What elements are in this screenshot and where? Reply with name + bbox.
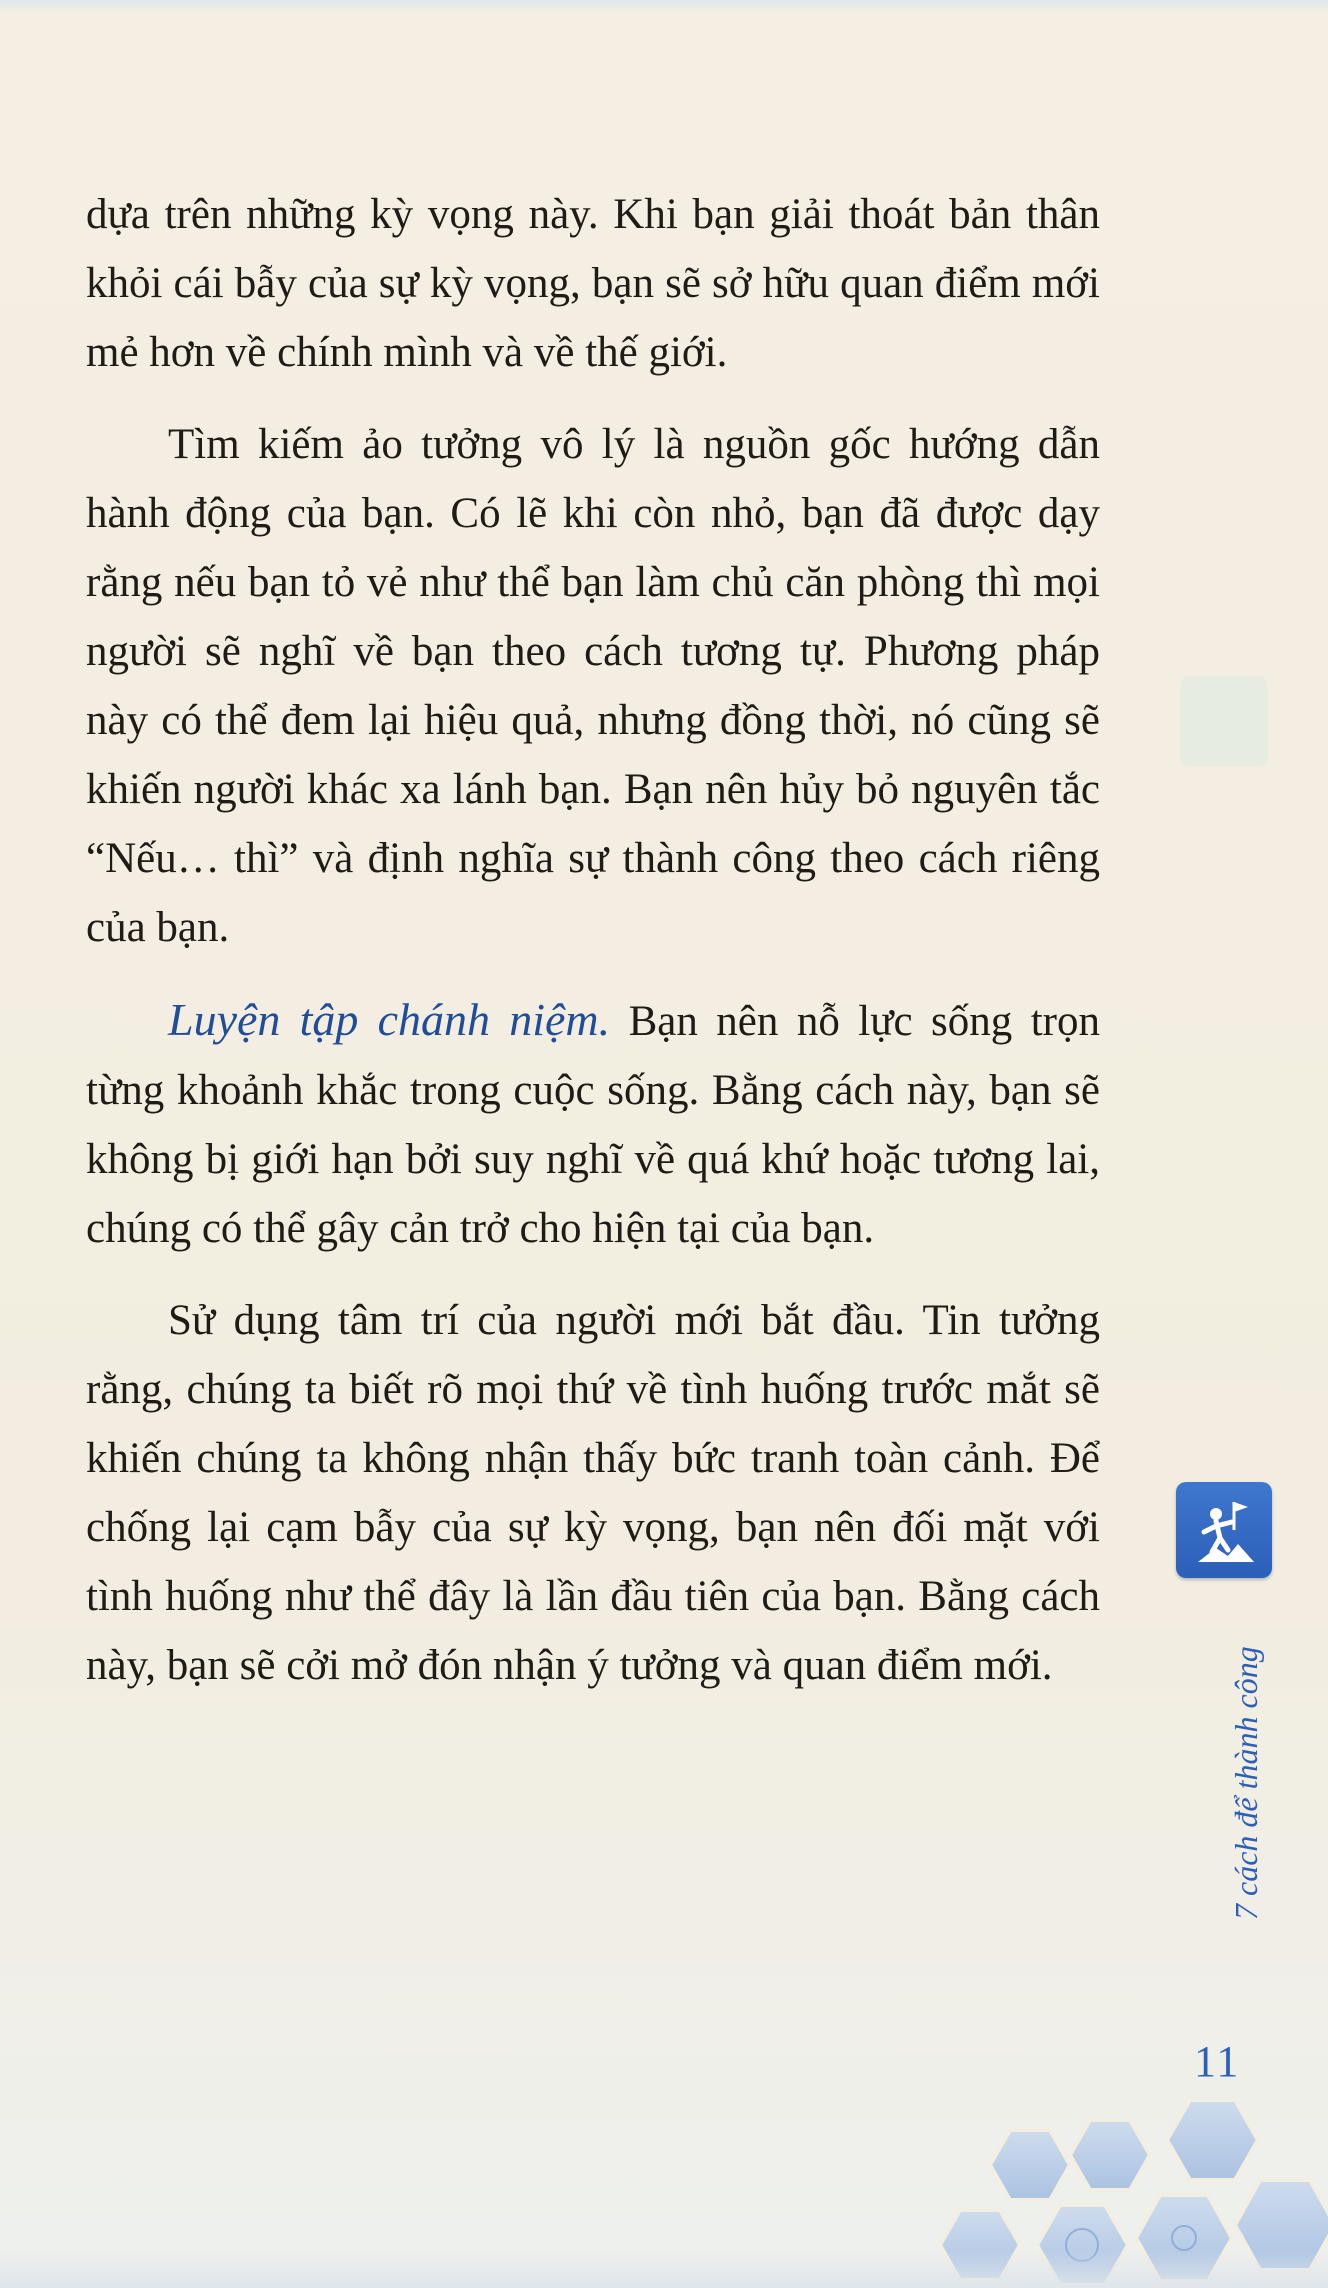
page-number: 11	[1194, 2037, 1241, 2086]
body-text	[86, 180, 1100, 1723]
climber-flag-icon	[1176, 1482, 1272, 1578]
page-bottom-edge	[0, 2250, 1328, 2288]
book-title-vertical: 7 cách để thành công	[1228, 1646, 1264, 1920]
section-heading-mindfulness: Luyện tập chánh niệm.	[168, 994, 611, 1045]
paragraph-2-text: Tìm kiếm ảo tưởng vô lý là nguồn gốc hướng dẫn hành động của bạn. Có lẽ khi còn nhỏ, bạn đã được dạy rằng nếu bạn tỏ vẻ như thể bạn làm chủ căn phòng thì mọi người sẽ nghĩ về bạn theo cách tương tự. Phương pháp này có thể đem lại hiệu quả, nhưng đồng thời, nó cũng sẽ khiến người khác xa lánh bạn. Bạn nên hủy bỏ nguyên tắc “Nếu… thì” và định nghĩa sự thành công theo cách riêng của bạn.	[86, 421, 1100, 951]
paragraph-4	[86, 1286, 1100, 1700]
paragraph-2	[86, 410, 1100, 962]
paragraph-1	[86, 180, 1100, 387]
page-top-edge	[0, 0, 1328, 14]
paragraph-3	[86, 985, 1100, 1263]
paragraph-4-text: Sử dụng tâm trí của người mới bắt đầu. Tin tưởng rằng, chúng ta biết rõ mọi thứ về tình huống trước mắt sẽ khiến chúng ta không nhận thấy bức tranh toàn cảnh. Để chống lại cạm bẫy của sự kỳ vọng, bạn nên đối mặt với tình huống như thể đây là lần đầu tiên của bạn. Bằng cách này, bạn sẽ cởi mở đón nhận ý tưởng và quan điểm mới.	[86, 1297, 1100, 1689]
paragraph-1-text: dựa trên những kỳ vọng này. Khi bạn giải thoát bản thân khỏi cái bẫy của sự kỳ vọng, bạn sẽ sở hữu quan điểm mới mẻ hơn về chính mình và về thế giới.	[86, 191, 1100, 376]
paragraph-3-text: Bạn nên nỗ lực sống trọn từng khoảnh khắc trong cuộc sống. Bằng cách này, bạn sẽ không bị giới hạn bởi suy nghĩ về quá khứ hoặc tương lai, chúng có thể gây cản trở cho hiện tại của bạn.	[86, 998, 1100, 1252]
bleed-through-tab	[1180, 676, 1268, 766]
